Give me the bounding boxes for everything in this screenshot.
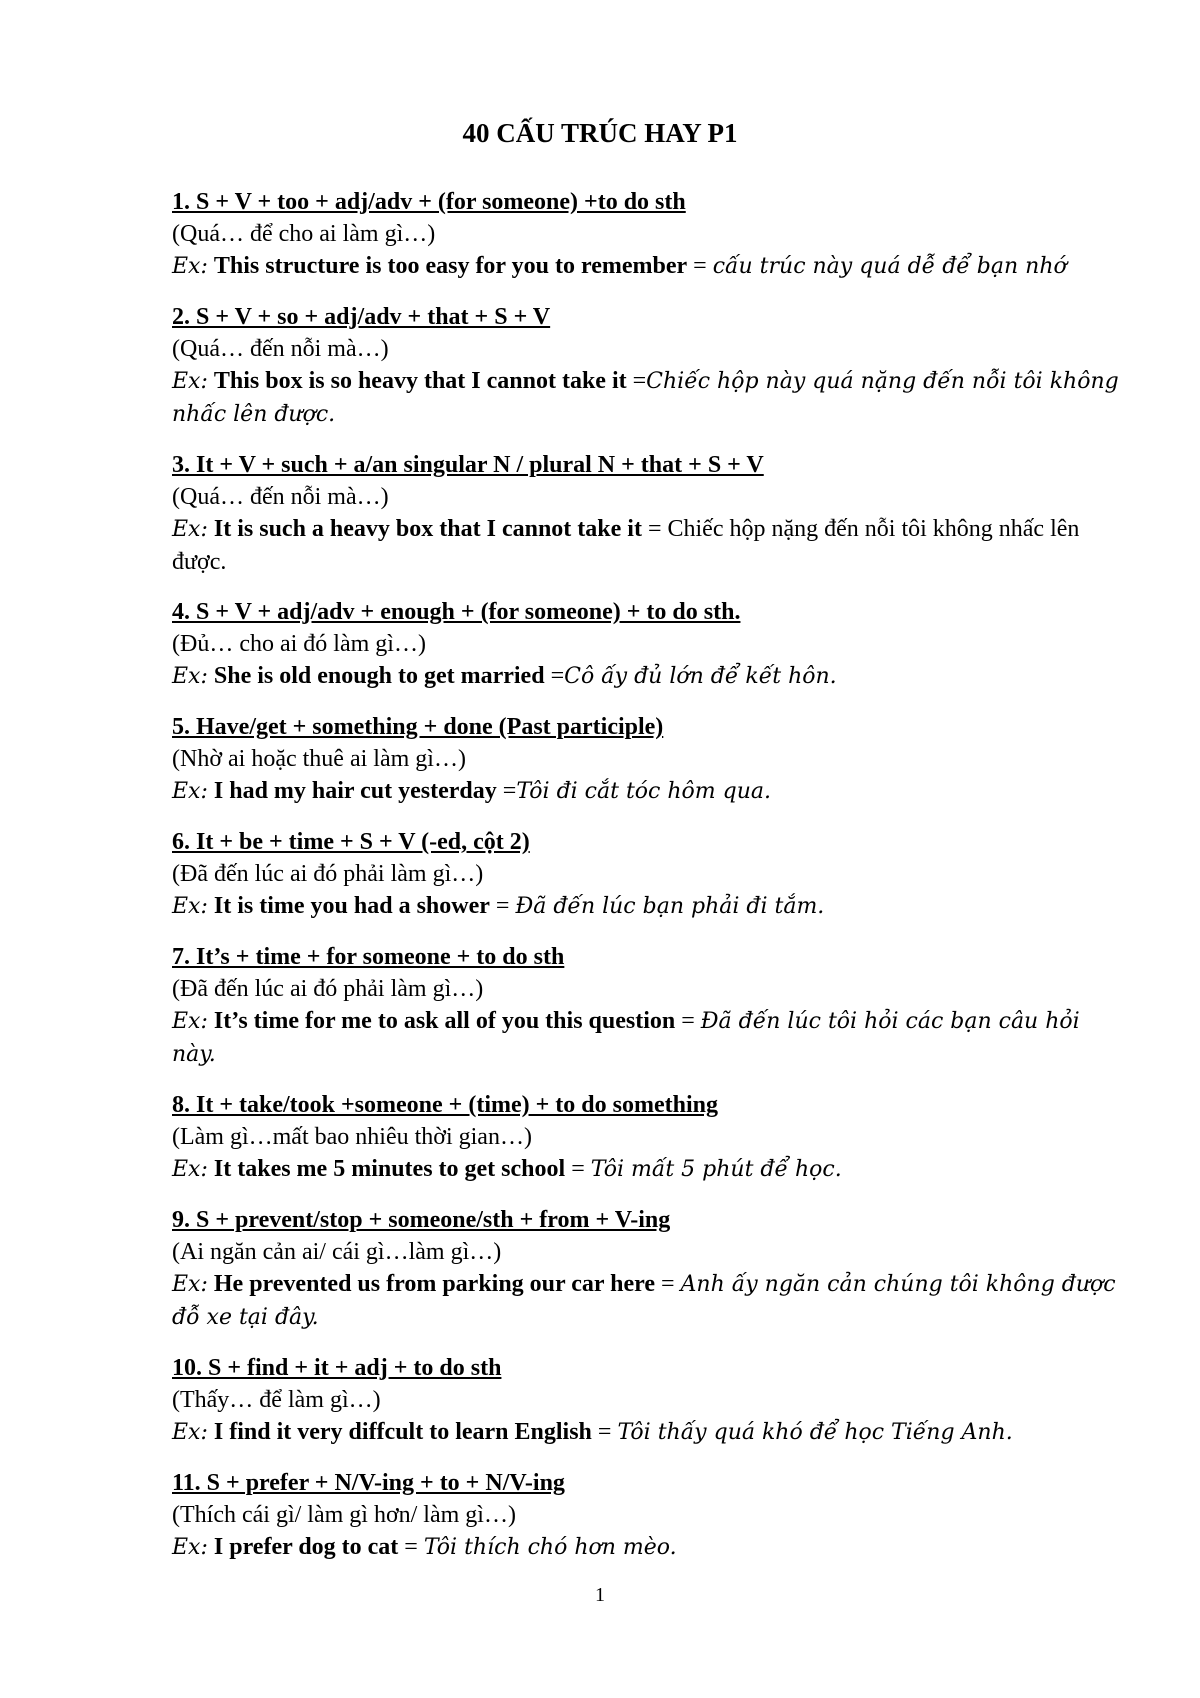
structure-item xyxy=(172,301,1122,431)
example-vietnamese: Chiếc hộp nặng đến nỗi tôi không nhấc lên được. xyxy=(172,516,1080,575)
structure-item xyxy=(172,1467,1122,1564)
example-label: Ex: xyxy=(172,664,208,689)
structure-meaning: (Đã đến lúc ai đó phải làm gì…) xyxy=(172,861,484,887)
example-label: Ex: xyxy=(172,1420,208,1445)
structure-heading: 8. It + take/took +someone + (time) + to do something xyxy=(172,1092,718,1118)
structure-item xyxy=(172,449,1122,578)
structure-example xyxy=(172,365,1122,431)
example-english: It’s time for me to ask all of you this question xyxy=(213,1008,676,1034)
structure-heading: 4. S + V + adj/adv + enough + (for someone) + to do sth. xyxy=(172,599,741,625)
example-vietnamese: Đã đến lúc bạn phải đi tắm. xyxy=(515,894,825,919)
structure-example xyxy=(172,890,1122,923)
structure-meaning: (Ai ngăn cản ai/ cái gì…làm gì…) xyxy=(172,1239,502,1265)
structure-item xyxy=(172,711,1122,808)
structure-example xyxy=(172,1268,1122,1334)
example-label: Ex: xyxy=(172,1009,208,1034)
structure-item xyxy=(172,596,1122,693)
structure-example xyxy=(172,1531,1122,1564)
structure-meaning: (Thích cái gì/ làm gì hơn/ làm gì…) xyxy=(172,1502,516,1528)
structure-meaning: (Quá… đến nỗi mà…) xyxy=(172,484,389,510)
structure-item xyxy=(172,1352,1122,1449)
example-label: Ex: xyxy=(172,1535,208,1560)
example-vietnamese: Anh ấy ngăn cản chúng tôi không được đỗ xe tại đây. xyxy=(172,1272,1116,1330)
example-label: Ex: xyxy=(172,1157,208,1182)
example-english: She is old enough to get married xyxy=(213,663,545,689)
example-english: I had my hair cut yesterday xyxy=(213,778,497,804)
structure-meaning: (Đã đến lúc ai đó phải làm gì…) xyxy=(172,976,484,1002)
structure-example xyxy=(172,660,1122,693)
structure-meaning: (Quá… đến nỗi mà…) xyxy=(172,336,389,362)
structure-heading: 7. It’s + time + for someone + to do sth xyxy=(172,944,565,970)
structure-example xyxy=(172,1005,1122,1071)
structure-item xyxy=(172,826,1122,923)
example-equals: = xyxy=(626,368,647,394)
example-label: Ex: xyxy=(172,254,208,279)
example-label: Ex: xyxy=(172,779,208,804)
example-english: I find it very diffcult to learn English xyxy=(213,1419,592,1445)
example-vietnamese: Tôi thấy quá khó để học Tiếng Anh. xyxy=(617,1420,1013,1445)
example-equals: = xyxy=(489,893,516,919)
structure-item xyxy=(172,186,1122,283)
structure-heading: 10. S + find + it + adj + to do sth xyxy=(172,1355,502,1381)
example-english: I prefer dog to cat xyxy=(213,1534,399,1560)
structure-heading: 9. S + prevent/stop + someone/sth + from + V-ing xyxy=(172,1207,671,1233)
example-equals: = xyxy=(687,253,713,279)
structure-item xyxy=(172,941,1122,1071)
structure-example xyxy=(172,1416,1122,1449)
structure-heading: 5. Have/get + something + done (Past participle) xyxy=(172,714,664,740)
example-label: Ex: xyxy=(172,517,208,542)
structure-example xyxy=(172,775,1122,808)
structure-heading: 6. It + be + time + S + V (-ed, cột 2) xyxy=(172,829,530,855)
structure-item xyxy=(172,1204,1122,1334)
example-english: This box is so heavy that I cannot take it xyxy=(213,368,627,394)
example-vietnamese: Đã đến lúc tôi hỏi các bạn câu hỏi này. xyxy=(172,1009,1080,1067)
structure-heading: 3. It + V + such + a/an singular N / plural N + that + S + V xyxy=(172,452,764,478)
structure-example xyxy=(172,250,1122,283)
example-equals: = xyxy=(544,663,565,689)
structure-meaning: (Đủ… cho ai đó làm gì…) xyxy=(172,631,426,657)
example-english: This structure is too easy for you to remember xyxy=(213,253,688,279)
example-equals: = xyxy=(675,1008,701,1034)
example-vietnamese: cấu trúc này quá dễ để bạn nhớ xyxy=(712,254,1067,279)
example-english: It is such a heavy box that I cannot take it xyxy=(213,516,642,542)
structure-meaning: (Làm gì…mất bao nhiêu thời gian…) xyxy=(172,1124,532,1150)
example-equals: = xyxy=(398,1534,424,1560)
structure-example xyxy=(172,513,1122,578)
structure-heading: 2. S + V + so + adj/adv + that + S + V xyxy=(172,304,551,330)
example-equals: = xyxy=(654,1271,681,1297)
example-vietnamese: Chiếc hộp này quá nặng đến nỗi tôi không nhấc lên được. xyxy=(172,369,1119,427)
page-title: 40 CẤU TRÚC HAY P1 xyxy=(462,118,738,148)
example-vietnamese: Tôi đi cắt tóc hôm qua. xyxy=(516,779,771,804)
example-vietnamese: Tôi thích chó hơn mèo. xyxy=(423,1535,677,1560)
example-english: It is time you had a shower xyxy=(213,893,490,919)
example-vietnamese: Tôi mất 5 phút để học. xyxy=(590,1157,842,1182)
structure-heading: 1. S + V + too + adj/adv + (for someone) +to do sth xyxy=(172,189,686,215)
example-english: He prevented us from parking our car here xyxy=(213,1271,655,1297)
structure-heading: 11. S + prefer + N/V-ing + to + N/V-ing xyxy=(172,1470,565,1496)
structure-example xyxy=(172,1153,1122,1186)
structure-list xyxy=(172,186,1122,1582)
example-equals: = xyxy=(565,1156,591,1182)
example-equals: = xyxy=(591,1419,618,1445)
structure-meaning: (Thấy… để làm gì…) xyxy=(172,1387,381,1413)
example-equals: = xyxy=(496,778,517,804)
example-vietnamese: Cô ấy đủ lớn để kết hôn. xyxy=(564,664,837,689)
example-label: Ex: xyxy=(172,1272,208,1297)
example-label: Ex: xyxy=(172,894,208,919)
structure-item xyxy=(172,1089,1122,1186)
structure-meaning: (Nhờ ai hoặc thuê ai làm gì…) xyxy=(172,746,466,772)
page-number: 1 xyxy=(595,1584,605,1606)
example-english: It takes me 5 minutes to get school xyxy=(213,1156,566,1182)
example-label: Ex: xyxy=(172,369,208,394)
example-equals: = xyxy=(641,516,668,542)
structure-meaning: (Quá… để cho ai làm gì…) xyxy=(172,221,436,247)
